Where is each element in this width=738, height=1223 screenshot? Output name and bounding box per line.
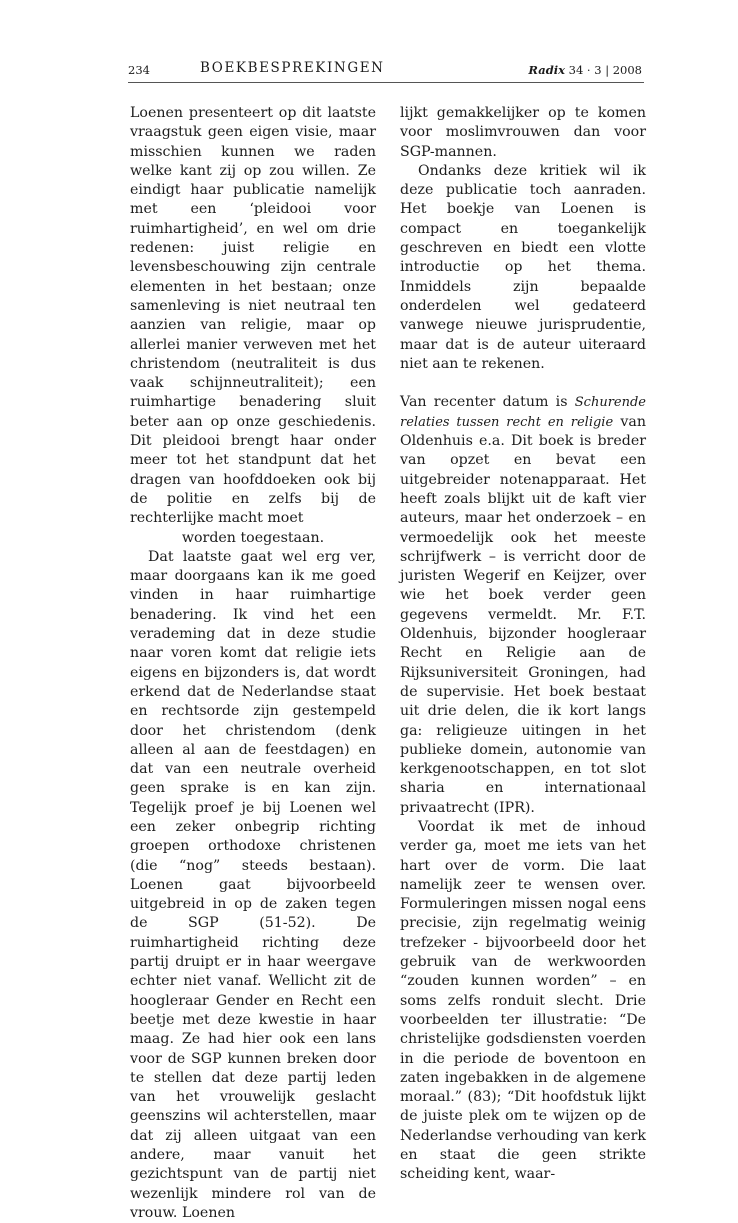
right-paragraph-3 (400, 393, 646, 818)
left-column (130, 104, 376, 1223)
paragraph-spacer (400, 374, 646, 393)
journal-reference (528, 63, 642, 77)
right-paragraph-4: Voordat ik met de inhoud verder ga, moet me iets van het hart over de vorm. Die laat namelijk zeer te wensen over. Formuleringen missen nogal eens precisie, zijn regelmatig weinig trefzeker - bijvoorbeeld door het gebruik van de werkwoorden “zouden kunnen worden” – en soms zelfs ronduit slecht. Drie voorbeelden ter illustratie: “De christelijke godsdiensten voerden in die periode de boventoon en zaten ingebakken in de algemene moraal.” (83); “Dit hoofdstuk lijkt de juiste plek om te wijzen op de Nederlandse verhouding van kerk en staat die geen strikte scheiding kent, waar- (400, 818, 646, 1183)
journal-name: Radix (528, 63, 565, 77)
paragraph-3-rest: van Oldenhuis e.a. Dit boek is breder van opzet en bevat een uitgebreider notenapparaat. Het heeft zoals blijkt uit de kaft vier auteurs, maar het onderzoek – en vermoedelijk ook het meeste schrijfwerk – is verricht door de juristen Wegerif en Keijzer, over wie het boek verder geen gegevens vermeldt. Mr. F.T. Oldenhuis, bijzonder hoogleraar Recht en Religie aan de Rijksuniversiteit Groningen, had de supervisie. Het boek bestaat uit drie delen, die ik kort langs ga: religieuze uitingen in het publieke domein, autonomie van kerkgenootschappen, en tot slot sharia en internationaal privaatrecht (IPR). (400, 413, 646, 816)
left-paragraph-1-last-line: worden toegestaan. (181, 529, 325, 546)
page-number: 234 (128, 63, 150, 77)
running-header (128, 60, 644, 83)
right-paragraph-1: lijkt gemakkelijker op te komen voor moslimvrouwen dan voor SGP-mannen. (400, 105, 646, 160)
right-column (400, 104, 646, 1185)
paragraph-3-lead: Van recenter datum is (400, 394, 575, 411)
left-paragraph-1: Loenen presenteert op dit laatste vraagstuk geen eigen visie, maar misschien kunnen we raden welke kant zij op zou willen. Ze eindigt haar publicatie namelijk met een ‘pleidooi voor ruimhartigheid’, en wel om drie redenen: juist religie en levensbeschouwing zijn centrale elementen in het bestaan; onze samenleving is niet neutraal ten aanzien van religie, maar op allerlei manier verweven met het christendom (neutraliteit is dus vaak schijnneutraliteit); een ruimhartige benadering sluit beter aan op onze geschiedenis. Dit pleidooi brengt haar onder meer tot het standpunt dat het dragen van hoofddoeken ook bij de politie en zelfs bij de rechterlijke macht moet (130, 105, 376, 527)
section-title: BOEKBESPREKINGEN (200, 60, 385, 76)
right-paragraph-2: Ondanks deze kritiek wil ik deze publicatie toch aanraden. Het boekje van Loenen is compact en toegankelijk geschreven en biedt een vlotte introductie op het thema. Inmiddels zijn bepaalde onderdelen wel gedateerd vanwege nieuwe jurisprudentie, maar dat is de auteur uiteraard niet aan te rekenen. (400, 162, 646, 372)
journal-issue: 34 · 3 | 2008 (568, 63, 642, 77)
left-paragraph-2: Dat laatste gaat wel erg ver, maar doorgaans kan ik me goed vinden in haar ruimhartige benadering. Ik vind het een verademing dat in deze studie naar voren komt dat religie iets eigens en bijzonders is, dat wordt erkend dat de Nederlandse staat en rechtsorde zijn gestempeld door het christendom (denk alleen al aan de feestdagen) en dat van een neutrale overheid geen sprake is en kan zijn. Tegelijk proef je bij Loenen wel een zeker onbegrip richting groepen orthodoxe christenen (die “nog” steeds bestaan). Loenen gaat bijvoorbeeld uitgebreid in op de zaken tegen de SGP (51-52). De ruimhartigheid richting deze partij druipt er in haar weergave echter niet vanaf. Wellicht zit de hoogleraar Gender en Recht een beetje met deze kwestie in haar maag. Ze had hier ook een lans voor de SGP kunnen breken door te stellen dat deze partij leden van het vrouwelijk geslacht geenszins wil achterstellen, maar dat zij alleen uitgaat van een andere, maar vanuit het gezichtspunt van de partij niet wezenlijk mindere rol van de vrouw. Loenen (130, 548, 376, 1221)
book-title: Schurende relaties tussen recht en religie (400, 395, 646, 430)
